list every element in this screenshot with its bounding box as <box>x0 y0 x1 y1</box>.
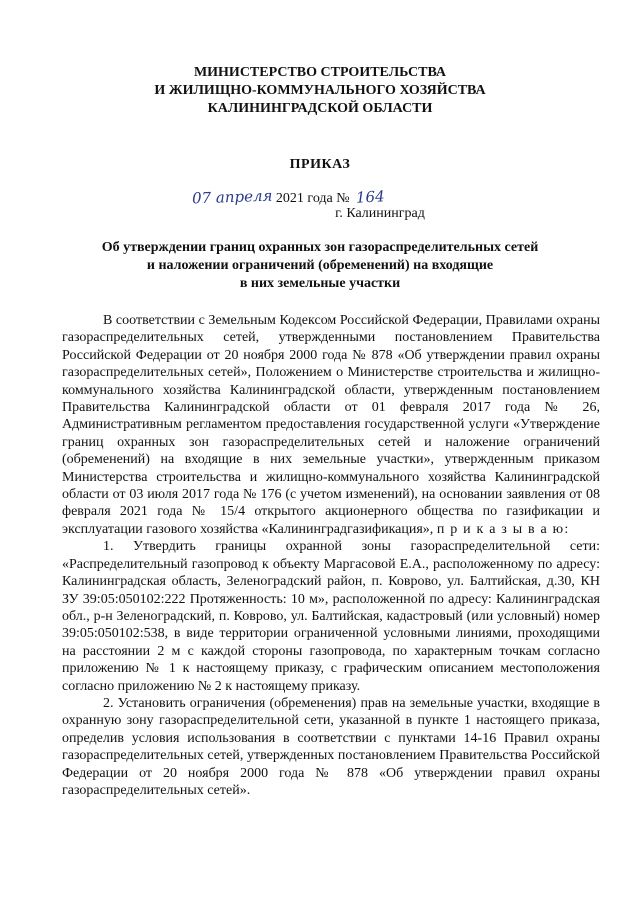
order-title: ПРИКАЗ <box>289 157 351 172</box>
preamble-text: В соответствии с Земельным Кодексом Российской Федерации, Правилами охраны газораспределительных сетей, утвержденными постановлением Правительства Российской Федерации от 20 ноября 2000 года № 878 «Об утверждении правил охраны газораспределительных сетей», Положением о Министерстве строительства и жилищно-коммунального хозяйства Калининградской области, утвержденным постановлением Правительства Калининградской области от 01 февраля 2017 года № 26, Административным регламентом предоставления государственной услуги «Утверждение границ охранных зон газораспределительных сетей и наложение ограничений (обременений) на входящие в них земельные участки», утвержденным приказом Министерства строительства и жилищно-коммунального хозяйства Калининградской области от 03 июля 2017 года № 176 (с учетом изменений), на основании заявления от 08 февраля 2021 года № 15/4 открытого акционерного общества по газификации и эксплуатации газового хозяйства «Калининградгазификация», <box>62 313 600 537</box>
printed-date-text: 2021 года № <box>275 191 350 206</box>
city-name: г. Калининград <box>335 206 425 221</box>
order-item-2: 2. Установить ограничения (обременения) прав на земельные участки, входящие в охранную зону газораспределительной сети, указанной в пункте 1 настоящего приказа, определив условия использования в соответствии с пунктами 14-16 Правил охраны газораспределительных сетей, утвержденных постановлением Правительства Российской Федерации от 20 ноября 2000 года № 878 «Об утверждении правил охраны газораспределительных сетей». <box>62 695 600 798</box>
subject-line-2: и наложении ограничений (обременений) на входящие <box>146 258 494 273</box>
ministry-name-line-3: КАЛИНИНГРАДСКОЙ ОБЛАСТИ <box>207 101 433 116</box>
city-line <box>0 205 640 223</box>
order-subject <box>0 239 640 293</box>
handwritten-date: 07 апреля <box>191 186 273 208</box>
preamble-paragraph <box>62 312 600 538</box>
order-command: п р и к а з ы в а ю: <box>436 521 570 537</box>
ministry-name-line-1: МИНИСТЕРСТВО СТРОИТЕЛЬСТВА <box>193 65 447 80</box>
subject-line-1: Об утверждении границ охранных зон газораспределительных сетей <box>101 240 539 255</box>
handwritten-order-number: 164 <box>355 187 386 207</box>
ministry-header <box>0 64 640 118</box>
subject-line-3: в них земельные участки <box>239 276 401 291</box>
ministry-name-line-2: И ЖИЛИЩНО-КОММУНАЛЬНОГО ХОЗЯЙСТВА <box>154 83 486 98</box>
order-body <box>62 312 600 799</box>
order-item-1: 1. Утвердить границы охранной зоны газораспределительной сети: «Распределительный газопровод к объекту Маргасовой Е.А., расположенному по адресу: Калининградская область, Зеленоградский район, п. Коврово, ул. Балтийская, д.30, КН ЗУ 39:05:050102:222 Протяженность: 10 м», расположенной по адресу: Калининградская обл., р-н Зеленоградский, п. Коврово, ул. Балтийская, кадастровый (или условный) номер 39:05:050102:538, в виде территории ограниченной условными линиями, проходящими на расстоянии 2 м с каждой стороны газопровода, по характерным точкам согласно приложению № 1 к настоящему приказу, с графическим описанием местоположения согласно приложению № 2 к настоящему приказу. <box>62 539 600 694</box>
